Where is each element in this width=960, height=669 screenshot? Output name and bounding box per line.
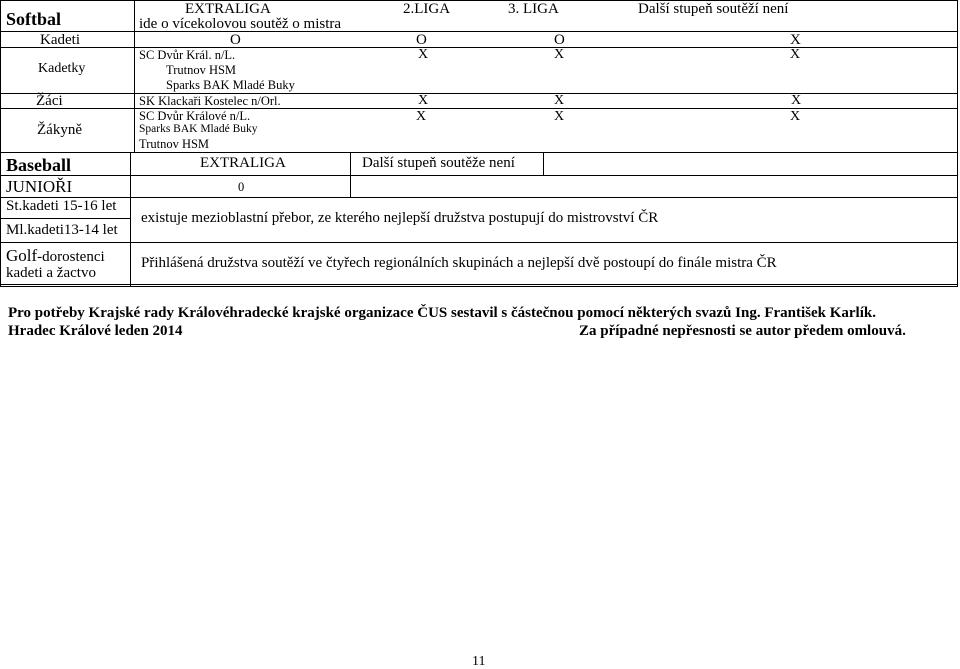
row-label-zakyne: Žákyně [37,122,82,138]
rule [957,0,958,287]
rule [0,242,958,243]
row-label-kadeti: Kadeti [40,32,80,48]
header-extraliga: EXTRALIGA [185,1,271,17]
rule [0,175,958,176]
rule [350,175,351,197]
cell-kadeti-2liga: O [416,32,427,48]
baseball-extraliga: EXTRALIGA [200,155,286,171]
cell-zaci-2liga: X [418,93,429,108]
row-label-zaci: Žáci [36,93,63,109]
section-title-baseball: Baseball [6,155,72,175]
golf-subtitle: kadeti a žactvo [6,265,96,281]
team-name: Sparks BAK Mladé Buky [139,123,258,135]
header-2-liga: 2.LIGA [403,1,451,17]
footer-credit: Pro potřeby Krajské rady Královéhradecké krajské organizace ČUS sestavil s částečnou pomocí některých svazů Ing. František Karlík. [8,305,876,321]
cell-zaci-dalsi: X [791,93,802,108]
cell-kadetky-2liga: X [418,47,429,62]
golf-title-bold: Golf [6,246,38,265]
cell-zaci-3liga: X [554,93,565,108]
footer-place-date: Hradec Králové leden 2014 [8,323,183,339]
golf-title-rest: -dorostenci [37,249,105,265]
kadeti-note: existuje mezioblastní přebor, ze kterého nejlepší družstva postupují do mistrovství ČR [141,210,659,226]
section-title-softball: Softbal [6,9,62,29]
row-label-st-kadeti: St.kadeti 15-16 let [6,198,117,214]
page-number: 11 [472,654,486,669]
cell-kadetky-dalsi: X [790,47,801,62]
cell-juniori-value: 0 [238,180,245,194]
rule [543,153,544,175]
rule [0,152,958,153]
cell-kadetky-3liga: X [554,47,565,62]
row-label-kadetky: Kadetky [38,61,86,76]
rule [0,286,958,287]
baseball-dalsi-stupen: Další stupeň soutěže není [362,155,515,171]
cell-kadeti-extraliga: O [230,32,241,48]
team-name: Trutnov HSM [166,63,237,77]
cell-zakyne-dalsi: X [790,109,801,124]
rule [350,153,351,175]
golf-note: Přihlášená družstva soutěží ve čtyřech regionálních skupinách a nejlepší dvě postoupí do finále mistra ČR [141,255,777,271]
cell-zakyne-2liga: X [416,109,427,124]
rule [130,153,131,286]
row-label-ml-kadeti: Ml.kadeti13-14 let [6,222,118,238]
section-title-golf [6,247,105,265]
header-dalsi-stupen: Další stupeň soutěží není [638,1,789,17]
footer-apology: Za případné nepřesnosti se autor předem omlouvá. [579,323,906,339]
team-name: SC Dvůr Král. n/L. [139,48,236,62]
team-name: Sparks BAK Mladé Buky [166,78,295,92]
rule [0,0,958,1]
cell-kadeti-dalsi: X [790,32,801,48]
header-note: ide o vícekolovou soutěž o mistra [139,16,342,32]
header-3-liga: 3. LIGA [508,1,559,17]
team-name: SC Dvůr Králové n/L. [139,109,251,123]
rule [0,218,130,219]
rule [0,0,1,287]
rule [0,197,958,198]
rule [134,0,135,153]
cell-zakyne-3liga: X [554,109,565,124]
team-name: SK Klackaři Kostelec n/Orl. [139,94,281,108]
cell-kadeti-3liga: O [554,32,565,48]
team-name: Trutnov HSM [139,137,210,151]
row-label-juniori: JUNIOŘI [6,177,73,196]
rule [0,284,958,285]
